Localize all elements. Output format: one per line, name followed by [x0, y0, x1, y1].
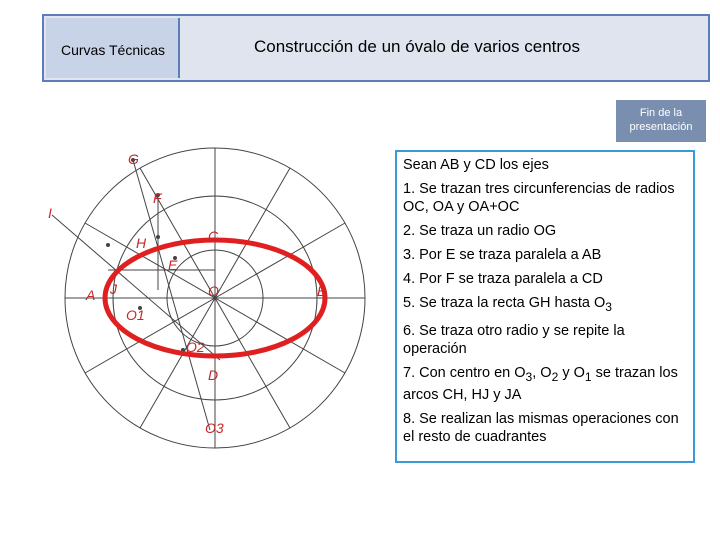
- step-2: 2. Se traza un radio OG: [403, 223, 557, 239]
- header-banner: [42, 14, 710, 82]
- label-J: J: [110, 281, 117, 297]
- step-5-text: 5. Se traza la recta GH hasta O: [403, 295, 606, 311]
- step-8: 8. Se realizan las mismas operaciones con el resto de cuadrantes: [403, 410, 679, 445]
- step-6: 6. Se traza otro radio y se repite la operación: [403, 322, 625, 357]
- steps-panel: [395, 150, 695, 463]
- step-7-sub1: 1: [584, 369, 592, 384]
- step-7-c: y O: [558, 364, 585, 381]
- step-7-b: , O: [532, 364, 552, 381]
- step-5: [403, 294, 687, 316]
- step-7-a: 7. Con centro en O: [403, 364, 526, 381]
- label-C: C: [208, 228, 219, 244]
- step-3: 3. Por E se traza paralela a AB: [403, 247, 602, 263]
- subject-label: Curvas Técnicas: [61, 42, 166, 58]
- oval-construction-diagram: [40, 140, 380, 450]
- label-D: D: [208, 367, 219, 383]
- step-7-sub2: 2: [551, 369, 559, 384]
- label-I: I: [48, 205, 52, 221]
- step-4: 4. Por F se traza paralela a CD: [403, 271, 603, 287]
- label-F: F: [153, 190, 162, 206]
- header-subject-box: [46, 18, 180, 78]
- step-intro: Sean AB y CD los ejes: [403, 157, 549, 173]
- label-E: E: [168, 257, 178, 273]
- label-O: O: [208, 283, 219, 299]
- label-O1: O1: [126, 307, 145, 323]
- step-7: [403, 364, 687, 404]
- step-7-sub3: 3: [525, 369, 533, 384]
- slide-title: Construcción de un óvalo de varios centros: [254, 37, 581, 56]
- label-H: H: [136, 235, 147, 251]
- label-O2: O2: [186, 339, 205, 355]
- end-presentation-button[interactable]: Fin de la presentación: [616, 100, 706, 142]
- step-1: 1. Se trazan tres circunferencias de radios OC, OA y OA+OC: [403, 181, 675, 215]
- label-B: B: [317, 283, 327, 299]
- step-5-sub: 3: [605, 299, 613, 314]
- label-G: G: [128, 151, 139, 167]
- label-O3: O3: [205, 420, 224, 436]
- label-A: A: [86, 287, 96, 303]
- step-7-d: se trazan los arcos CH, HJ y JA: [403, 364, 678, 403]
